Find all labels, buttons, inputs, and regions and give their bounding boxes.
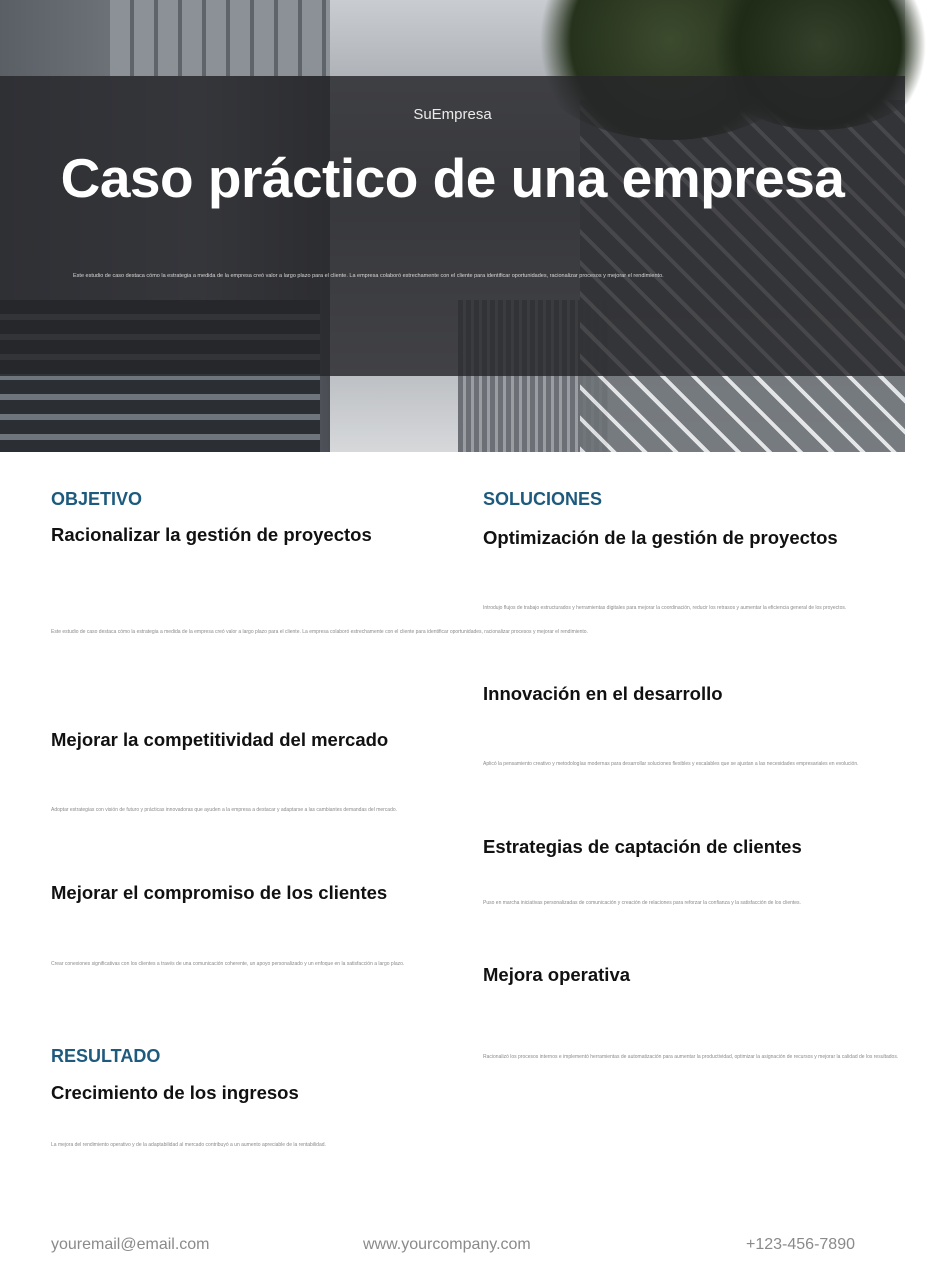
objetivo-label: OBJETIVO: [51, 489, 143, 509]
page-title: Caso práctico de una empresa: [60, 147, 845, 209]
objetivo-item-1-title: Racionalizar la gestión de proyectos: [51, 524, 372, 545]
footer-website[interactable]: www.yourcompany.com: [363, 1236, 531, 1253]
objetivo-item-2-title: Mejorar la competitividad del mercado: [51, 729, 389, 750]
resultado-item-1-title: Crecimiento de los ingresos: [51, 1082, 299, 1103]
resultado-label: RESULTADO: [51, 1046, 161, 1066]
building-left-windows: [110, 0, 330, 76]
soluciones-item-1-text: Introdujo flujos de trabajo estructurados y herramientas digitales para mejorar la coordinación, reducir los retrasos y aumentar la eficiencia general de los proyectos.: [483, 605, 847, 611]
objetivo-item-3-text: Crear conexiones significativas con los clientes a través de una comunicación coherente, un apoyo personalizado y un enfoque en la satisfacción a largo plazo.: [51, 961, 405, 967]
soluciones-label: SOLUCIONES: [483, 489, 603, 509]
soluciones-item-1-title: Optimización de la gestión de proyectos: [483, 527, 838, 548]
footer-email[interactable]: youremail@email.com: [51, 1236, 210, 1253]
intro-text: Este estudio de caso destaca cómo la estrategia a medida de la empresa creó valor a largo plazo para el cliente. La empresa colaboró estrechamente con el cliente para identificar oportunidades, racionalizar procesos y mejorar el rendimiento.: [73, 273, 664, 279]
soluciones-item-3-title: Estrategias de captación de clientes: [483, 836, 802, 857]
objetivo-item-1-text: Este estudio de caso destaca cómo la estrategia a medida de la empresa creó valor a largo plazo para el cliente. La empresa colaboró estrechamente con el cliente para identificar oportunidades, racionalizar procesos y mejorar el rendimiento.: [51, 629, 588, 635]
brand-name: SuEmpresa: [413, 106, 492, 123]
objetivo-item-2-text: Adoptar estrategias con visión de futuro y prácticas innovadoras que ayuden a la empresa a destacar y adaptarse a las cambiantes demandas del mercado.: [51, 807, 398, 813]
soluciones-item-3-text: Puso en marcha iniciativas personalizadas de comunicación y creación de relaciones para reforzar la confianza y la satisfacción de los clientes.: [483, 900, 801, 906]
soluciones-item-4-title: Mejora operativa: [483, 964, 631, 985]
objetivo-item-3-title: Mejorar el compromiso de los clientes: [51, 882, 388, 903]
soluciones-item-4-text: Racionalizó los procesos internos e implementó herramientas de automatización para aumentar la productividad, optimizar la asignación de recursos y mejorar la calidad de los resultados.: [483, 1054, 899, 1060]
footer-phone[interactable]: +123-456-7890: [746, 1236, 855, 1253]
soluciones-item-2-text: Aplicó la pensamiento creativo y metodologías modernas para desarrollar soluciones flexibles y escalables que se ajustan a las necesidades empresariales en evolución.: [483, 761, 859, 767]
soluciones-item-2-title: Innovación en el desarrollo: [483, 683, 723, 704]
resultado-item-1-text: La mejora del rendimiento operativo y de la adaptabilidad al mercado contribuyó a un aumento apreciable de la rentabilidad.: [51, 1142, 326, 1148]
